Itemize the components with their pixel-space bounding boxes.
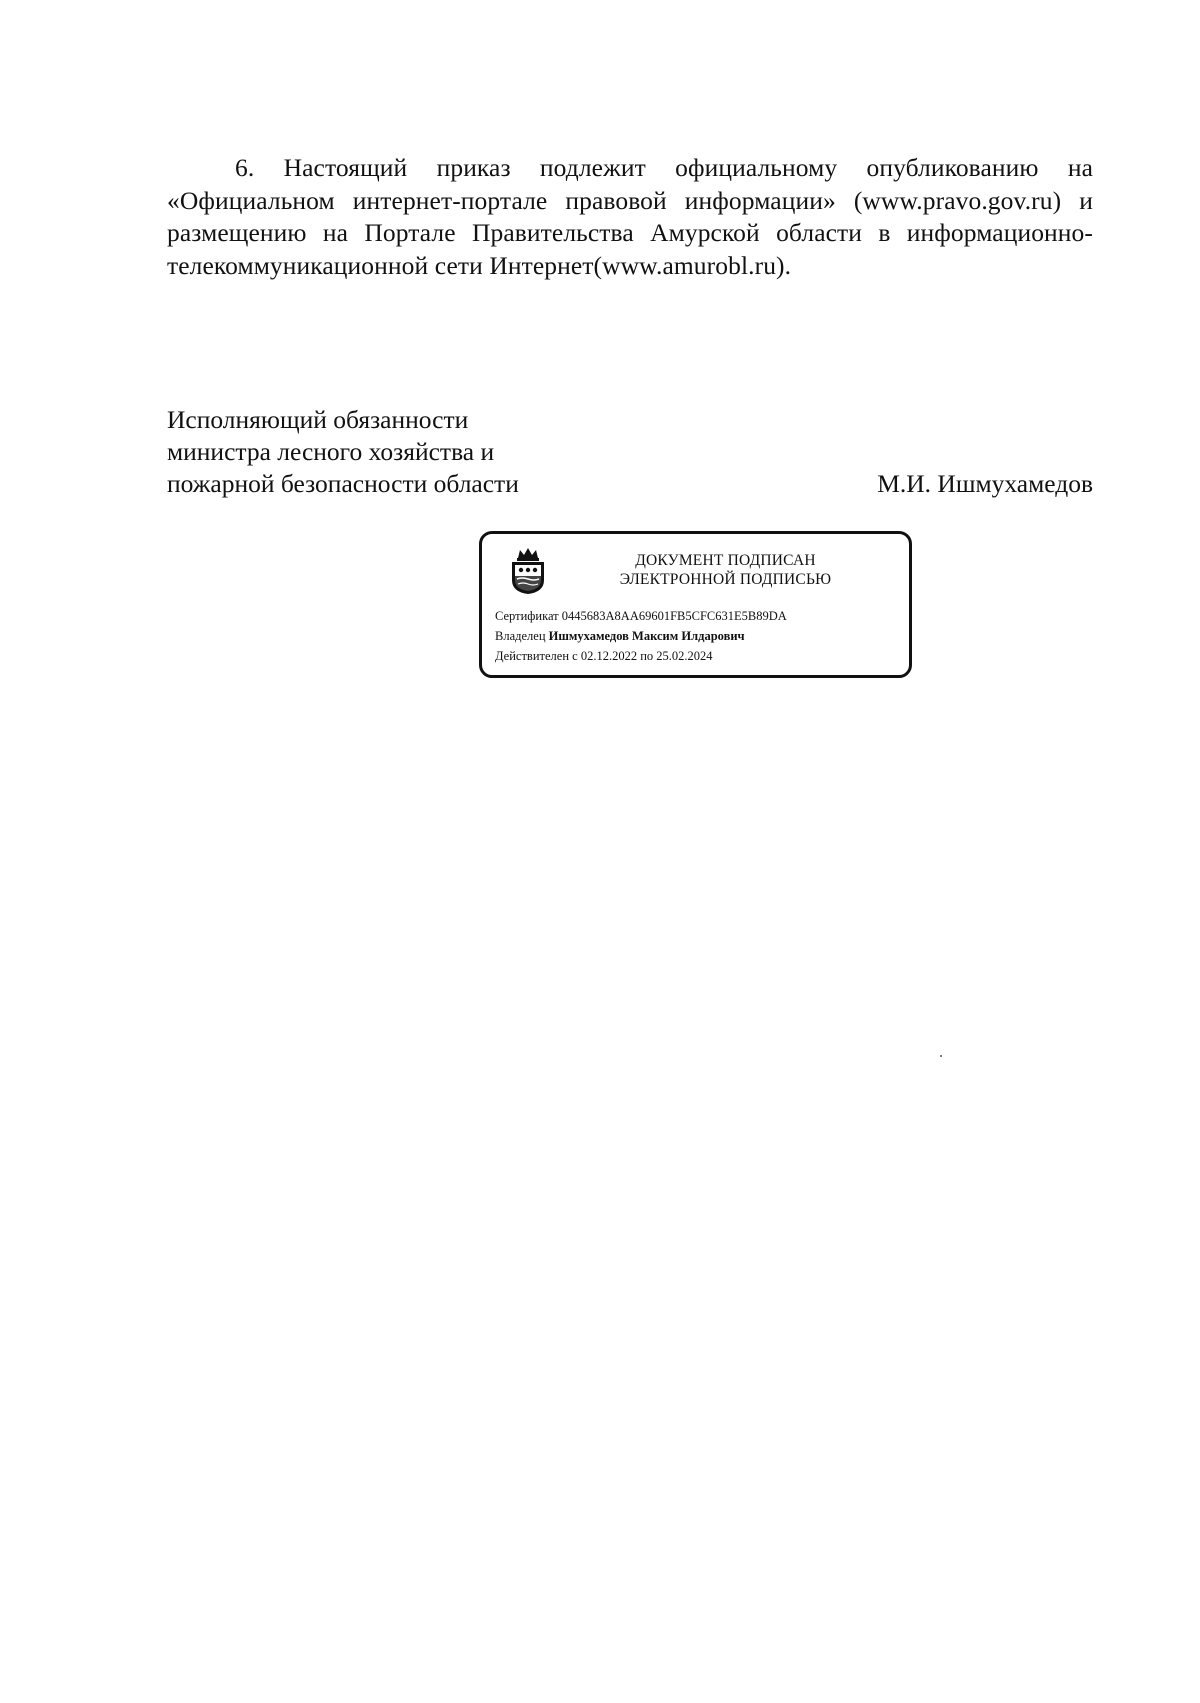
stamp-title <box>562 551 889 589</box>
owner-row <box>495 626 787 646</box>
valid-to-label: по <box>640 649 654 663</box>
stamp-details <box>495 606 787 666</box>
certificate-value: 0445683A8AA69601FB5CFC631E5B89DA <box>561 609 787 623</box>
stamp-title-line: ЭЛЕКТРОННОЙ ПОДПИСЬЮ <box>619 571 832 588</box>
owner-value: Ишмухамедов Максим Илдарович <box>548 629 745 643</box>
stamp-title-line: ДОКУМЕНТ ПОДПИСАН <box>635 552 816 569</box>
certificate-label: Сертификат <box>495 609 559 623</box>
signatory-position <box>167 404 519 500</box>
scan-speck <box>940 1055 942 1057</box>
signatory-position-line: Исполняющий обязанности <box>167 405 469 434</box>
valid-from: 02.12.2022 <box>580 649 638 663</box>
signatory-name: М.И. Ишмухамедов <box>877 469 1093 498</box>
signatory-position-line: пожарной безопасности области <box>167 469 519 498</box>
coat-of-arms-icon <box>508 546 548 596</box>
signatory-position-line: министра лесного хозяйства и <box>167 437 495 466</box>
certificate-row <box>495 606 787 626</box>
owner-label: Владелец <box>495 629 546 643</box>
valid-to: 25.02.2024 <box>656 649 713 663</box>
publication-paragraph: 6. Настоящий приказ подлежит официальному опубликованию на «Официальном интернет-портале правовой информации» (www.pravo.gov.ru) и размещению на Портале Правительства Амурской области в информационно-телекоммуникационной сети Интернет(www.amurobl.ru). <box>167 153 1093 280</box>
valid-label: Действителен с <box>495 649 578 663</box>
validity-row <box>495 646 787 666</box>
electronic-signature-stamp <box>479 531 912 678</box>
